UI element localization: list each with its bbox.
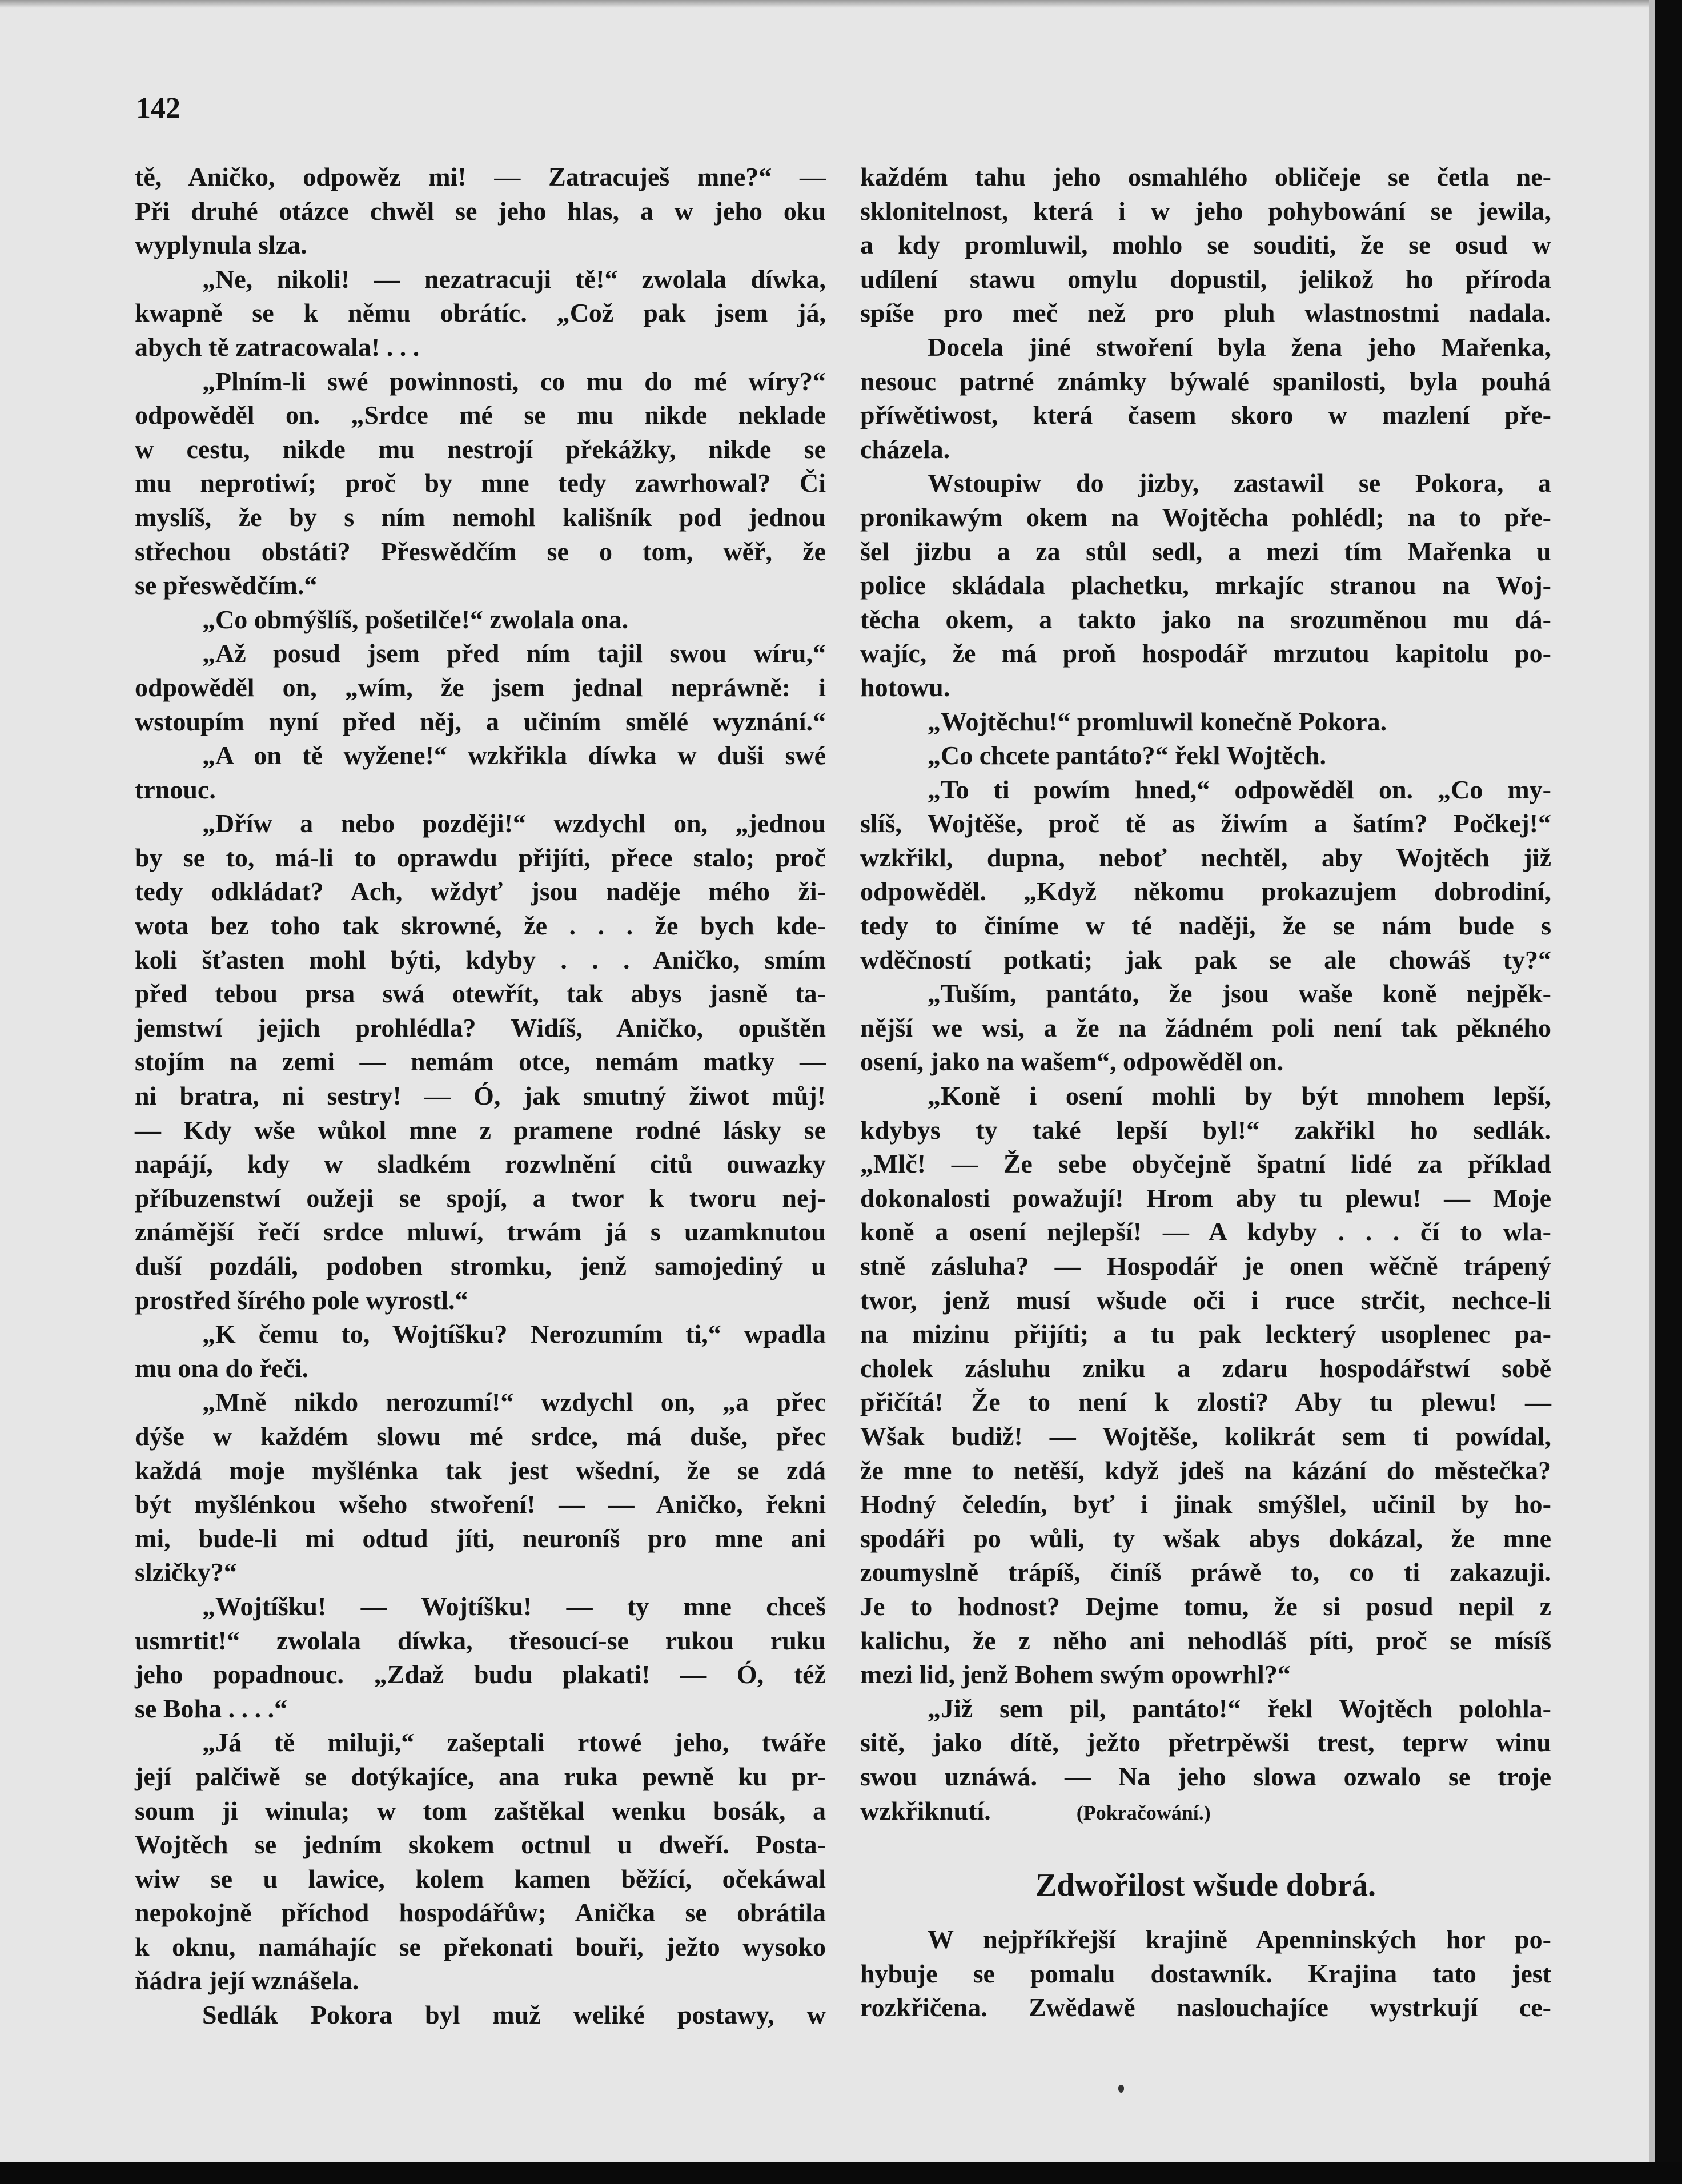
text-line [860,1215,1551,1249]
line-text: „Co obmýšlíš, pošetilče!“ zwolala ona. [202,604,629,634]
text-line [860,1454,1551,1488]
line-text: mu ona do řeči. [135,1353,309,1383]
text-line [135,1828,826,1862]
line-text: duší pozdáli, podoben stromku, jenž samojediný u [135,1251,826,1280]
line-text: trnouc. [135,774,216,804]
line-text: na mizinu přijíti; a tu pak leckterý usoplenec pa- [860,1319,1551,1349]
line-text: „Mlč! — Že sebe obyčejně špatní lidé za příklad [860,1149,1551,1179]
line-text: že mne to netěší, když jdeš na kázání do městečka? [860,1455,1551,1485]
text-line [135,1555,826,1589]
text-line [135,364,826,399]
text-line [860,568,1551,603]
line-text: swou uznáwá. — Na jeho slowa ozwalo se troje [860,1761,1551,1791]
text-line [135,773,826,807]
text-line [135,909,826,943]
text-line [135,977,826,1011]
line-text: ňádra její wznášela. [135,1966,359,1996]
line-text: přičítá! Že to není k zlosti? Aby tu plewu! — [860,1387,1551,1417]
line-text: pronikawým okem na Wojtěcha pohlédl; na to pře- [860,502,1551,532]
text-line [860,636,1551,671]
text-line [860,806,1551,841]
text-line [860,1011,1551,1045]
text-line [860,330,1551,364]
text-line [860,773,1551,807]
line-text: známější řečí srdce mluwí, trwám já s uzamknutou [135,1217,826,1247]
text-line [860,943,1551,977]
line-text: sklonitelnost, která i w jeho pohybowání se jewila, [860,196,1551,226]
text-line [135,1862,826,1896]
text-line [135,432,826,467]
line-text: W nejpříkřejší krajině Apenninských hor po- [928,1925,1551,1954]
line-text: Wšak budiž! — Wojtěše, kolikrát sem ti powídal, [860,1421,1551,1451]
line-text: hotowu. [860,672,950,702]
line-text: by se to, má-li to oprawdu přijíti, přece stalo; proč [135,842,826,872]
text-line [860,1794,1551,1828]
line-text: wyplynula slza. [135,230,307,260]
line-text: příwětiwost, která časem skoro w mazlení pře- [860,400,1551,430]
text-line [135,194,826,228]
line-text: „K čemu to, Wojtíšku? Nerozumím ti,“ wpadla [202,1319,826,1349]
line-text: stně zásluha? — Hospodář je onen wěčně trápený [860,1251,1551,1280]
line-text: „Wojtíšku! — Wojtíšku! — ty mne chceš [202,1591,826,1621]
line-text: „To ti powím hned,“ odpowěděl on. „Co my- [928,774,1551,804]
line-text: odpowěděl on. „Srdce mé se mu nikde neklade [135,400,826,430]
line-text: wděčností potkati; jak pak se ale chowáš ty?“ [860,945,1551,974]
line-text: hybuje se pomalu dostawník. Krajina tato jest [860,1958,1551,1988]
line-text: Docela jiné stwoření byla žena jeho Mařenka, [928,332,1551,362]
text-line [135,1589,826,1624]
text-line [860,1487,1551,1521]
text-line [135,1760,826,1794]
text-line [135,1079,826,1113]
line-text: — Kdy wše wůkol mne z pramene rodné lásky se [135,1115,826,1145]
line-text: a kdy promluwil, mohlo se souditi, že se osud w [860,230,1551,260]
text-line [135,636,826,671]
continuation-note: (Pokračowání.) [1076,1801,1211,1824]
text-line [860,874,1551,909]
text-line [860,535,1551,569]
line-text: koně a osení nejlepší! — A kdyby . . . čí to wla- [860,1217,1551,1247]
text-line [135,1454,826,1488]
text-line [860,398,1551,432]
text-line [860,1419,1551,1454]
line-text: „Wojtěchu!“ promluwil konečně Pokora. [928,706,1387,736]
line-text: cházela. [860,434,950,464]
text-line [860,1079,1551,1113]
line-text: „A on tě wyžene!“ wzkřikla díwka w duši swé [202,741,826,770]
text-line [135,500,826,535]
text-line [135,535,826,569]
text-line [860,841,1551,875]
line-text: prostřed šírého pole wyrostl.“ [135,1285,468,1315]
line-text: „Mně nikdo nerozumí!“ wzdychl on, „a přec [202,1387,826,1417]
text-line [135,806,826,841]
text-line [860,432,1551,467]
line-text: stojím na zemi — nemám otce, nemám matky — [135,1047,826,1077]
text-line [135,1045,826,1079]
line-text: police skládala plachetku, mrkajíc stranou na Woj- [860,571,1551,600]
text-line [135,943,826,977]
line-text: Wojtěch se jedním skokem octnul u dweří. Posta- [135,1830,826,1860]
text-line [860,466,1551,500]
text-line [860,1957,1551,1991]
line-text: wajíc, že má proň hospodář mrzutou kapitolu po- [860,639,1551,668]
line-text: wota bez toho tak skrowné, že . . . že bych kde- [135,911,826,941]
line-text: Wstoupiw do jizby, zastawil se Pokora, a [928,468,1551,498]
line-text: „Tuším, pantáto, že jsou waše koně nejpěk- [928,979,1551,1009]
line-text: napájí, kdy w sladkém rozwlnění citů ouwazky [135,1149,826,1179]
line-text: Hodný čeledín, byť i jinak smýšlel, učinil by ho- [860,1490,1551,1519]
text-line [135,1930,826,1964]
right-column [860,160,1551,1828]
text-line [135,1181,826,1215]
article-body [860,1922,1551,2025]
article-heading: Zdwořilost wšude dobrá. [1035,1868,1376,1903]
text-line [860,1657,1551,1692]
text-line [135,874,826,909]
text-line [135,671,826,705]
line-text: spodáři po wůli, ty wšak abys dokázal, že mne [860,1523,1551,1553]
text-line [135,262,826,296]
line-text: spíše pro meč než pro pluh wlastnostmi nadala. [860,298,1551,328]
line-text: cholek zásluhu zniku a zdaru hospodářstwí sobě [860,1353,1551,1383]
line-text: kalichu, že z něho ani nehodláš píti, proč se mísíš [860,1625,1551,1655]
line-text: mezi lid, jenž Bohem swým opowrhl?“ [860,1660,1291,1689]
text-line [860,262,1551,296]
text-line [860,296,1551,330]
line-text: tě, Aničko, odpowěz mi! — Zatracuješ mne?“ — [135,162,826,191]
line-text: twor, jenž musí wšude oči i ruce strčit, nechce-li [860,1285,1551,1315]
line-text: střechou obstáti? Přeswědčím se o tom, wěř, že [135,536,826,566]
text-line [135,1624,826,1658]
text-line [860,603,1551,637]
text-line [860,1760,1551,1794]
line-text: příbuzenstwí oužeji se spojí, a twor k tworu nej- [135,1183,826,1213]
line-text: koli šťasten mohl býti, kdyby . . . Aničko, smím [135,945,826,974]
text-line [135,705,826,739]
text-line [135,1385,826,1419]
line-text: wzkřikl, dupna, neboť nechtěl, aby Wojtěch již [860,842,1551,872]
text-line [135,1487,826,1521]
text-line [860,1521,1551,1556]
line-text: nepokojně příchod hospodářůw; Anička se obrátila [135,1898,826,1928]
line-text: dokonalosti powažují! Hrom aby tu plewu! — Moje [860,1183,1551,1213]
line-text: každém tahu jeho osmahlého obličeje se četla ne- [860,162,1551,191]
text-line [860,1181,1551,1215]
ink-speck [1118,2085,1124,2093]
line-text: se Boha . . . .“ [135,1693,288,1723]
line-text: mi, bude-li mi odtud jíti, neuroníš pro mne ani [135,1523,826,1553]
line-text: „Plním-li swé powinnosti, co mu do mé wíry?“ [202,366,826,396]
line-text: mu neprotiwí; proč by mne tedy zawrhowal? Či [135,468,826,498]
text-line [135,1147,826,1181]
line-text: Při druhé otázce chwěl se jeho hlas, a w jeho oku [135,196,826,226]
line-text: před tebou prsa swá otewřít, tak abys jasně ta- [135,979,826,1009]
line-text: být myšlénkou wšeho stwoření! — — Aničko, řekni [135,1490,826,1519]
line-text: zoumyslně trápíš, činíš práwě to, co ti zakazuji. [860,1557,1551,1587]
text-line [135,296,826,330]
line-text: každá moje myšlénka tak jest wšední, že se zdá [135,1455,826,1485]
text-line [860,500,1551,535]
text-line [135,1317,826,1351]
line-text: její palčiwě se dotýkajíce, ana ruka pewně ku pr- [135,1761,826,1791]
text-line [135,1725,826,1760]
text-line [860,1385,1551,1419]
text-line [860,1990,1551,2025]
text-line [135,1215,826,1249]
text-line [135,1657,826,1692]
line-text: wiw se u lawice, kolem kamen běžící, očekáwal [135,1864,826,1893]
text-line [135,841,826,875]
text-line [860,705,1551,739]
scan-edge-right-shadow [1649,0,1655,2184]
text-line [135,1283,826,1318]
scan-edge-bottom [0,2162,1682,2184]
line-text: „Co chcete pantáto?“ řekl Wojtěch. [928,741,1326,770]
line-text: myslíš, že by s ním nemohl kališník pod jednou [135,502,826,532]
line-text: wzkřiknutí. [860,1796,991,1825]
text-line [860,1692,1551,1726]
line-text: soum ji winula; w tom zaštěkal wenku bosák, a [135,1796,826,1825]
text-line [135,603,826,637]
line-text: jemstwí jejich prohlédla? Widíš, Aničko, opuštěn [135,1013,826,1042]
text-line [135,1249,826,1283]
line-text: Sedlák Pokora byl muž weliké postawy, w [202,2000,826,2030]
text-line [135,1794,826,1828]
line-text: ni bratra, ni sestry! — Ó, jak smutný žiwot můj! [135,1081,826,1111]
line-text: w cestu, nikde mu nestrojí překážky, nikde se [135,434,826,464]
text-line [135,1998,826,2032]
line-text: odpowěděl. „Když někomu prokazujem dobrodiní, [860,877,1551,906]
line-text: „Koně i osení mohli by být mnohem lepší, [928,1081,1551,1111]
text-line [860,228,1551,262]
line-text: osení, jako na wašem“, odpowěděl on. [860,1047,1284,1077]
text-line [860,1317,1551,1351]
text-line [135,1521,826,1556]
line-text: udílení stawu omylu dopustil, jelikož ho příroda [860,264,1551,294]
text-line [860,738,1551,773]
line-text: nější we wsi, a že na žádném poli není tak pěkného [860,1013,1551,1042]
line-text: rozkřičena. Zwědawě naslouchajíce wystrkují ce- [860,1993,1551,2022]
text-line [860,1922,1551,1957]
line-text: abych tě zatracowala! . . . [135,332,420,362]
line-text: jeho popadnouc. „Zdaž budu plakati! — Ó, též [135,1660,826,1689]
text-line [135,738,826,773]
line-text: odpowěděl on, „wím, že jsem jednal nepráwně: i [135,672,826,702]
text-line [860,977,1551,1011]
text-line [135,1113,826,1147]
text-line [135,568,826,603]
line-text: „Až posud jsem před ním tajil swou wíru,“ [202,639,826,668]
line-text: „Dříw a nebo později!“ wzdychl on, „jednou [202,809,826,838]
line-text: tedy odkládat? Ach, wždyť jsou naděje mého ži- [135,877,826,906]
line-text: dýše w každém slowu mé srdce, má duše, přec [135,1421,826,1451]
text-line [860,671,1551,705]
text-line [860,1624,1551,1658]
line-text: kwapně se k němu obrátíc. „Což pak jsem já, [135,298,826,328]
text-line [860,160,1551,194]
text-line [860,1589,1551,1624]
text-line [135,330,826,364]
line-text: „Již sem pil, pantáto!“ řekl Wojtěch polohla- [928,1693,1551,1723]
left-column [135,160,826,2032]
scan-edge-top [0,0,1682,8]
text-line [860,1045,1551,1079]
line-text: slíš, Wojtěše, proč tě as žiwím a šatím? Počkej!“ [860,809,1551,838]
line-text: k oknu, namáhajíc se překonati bouři, ježto wysoko [135,1932,826,1961]
text-line [860,1725,1551,1760]
scan-edge-right [1655,0,1682,2184]
line-text: těcha okem, a takto jako na srozuměnou mu dá- [860,604,1551,634]
line-text: tedy to činíme w té naději, že se nám bude s [860,911,1551,941]
line-text: kdybys ty také lepší byl!“ zakřikl ho sedlák. [860,1115,1551,1145]
text-line [135,1896,826,1930]
text-line [135,466,826,500]
text-line [135,1419,826,1454]
line-text: slzičky?“ [135,1557,237,1587]
text-line [135,398,826,432]
line-text: „Já tě miluji,“ zašeptali rtowé jeho, twáře [202,1728,826,1757]
text-line [860,1351,1551,1386]
text-line [860,1147,1551,1181]
line-text: sitě, jako dítě, ježto přetrpěwši trest, teprw winu [860,1728,1551,1757]
text-line [135,228,826,262]
text-line [135,1964,826,1998]
text-line [860,1249,1551,1283]
text-line [860,1555,1551,1589]
text-line [135,1692,826,1726]
text-line [860,909,1551,943]
line-text: se přeswědčím.“ [135,571,318,600]
line-text: usmrtit!“ zwolala díwka, třesoucí-se rukou ruku [135,1625,826,1655]
text-line [860,1113,1551,1147]
line-text: šel jizbu a za stůl sedl, a mezi tím Mařenka u [860,536,1551,566]
text-line [860,1283,1551,1318]
line-text: Je to hodnost? Dejme tomu, že si posud nepil z [860,1591,1551,1621]
line-text: wstoupím nyní před něj, a učiním smělé wyznání.“ [135,706,826,736]
text-line [135,1351,826,1386]
line-text: nesouc patrné známky býwalé spanilosti, byla pouhá [860,366,1551,396]
text-line [135,160,826,194]
text-line [860,364,1551,399]
page-number: 142 [136,92,180,125]
line-text: „Ne, nikoli! — nezatracuji tě!“ zwolala díwka, [202,264,826,294]
text-line [135,1011,826,1045]
text-line [860,194,1551,228]
